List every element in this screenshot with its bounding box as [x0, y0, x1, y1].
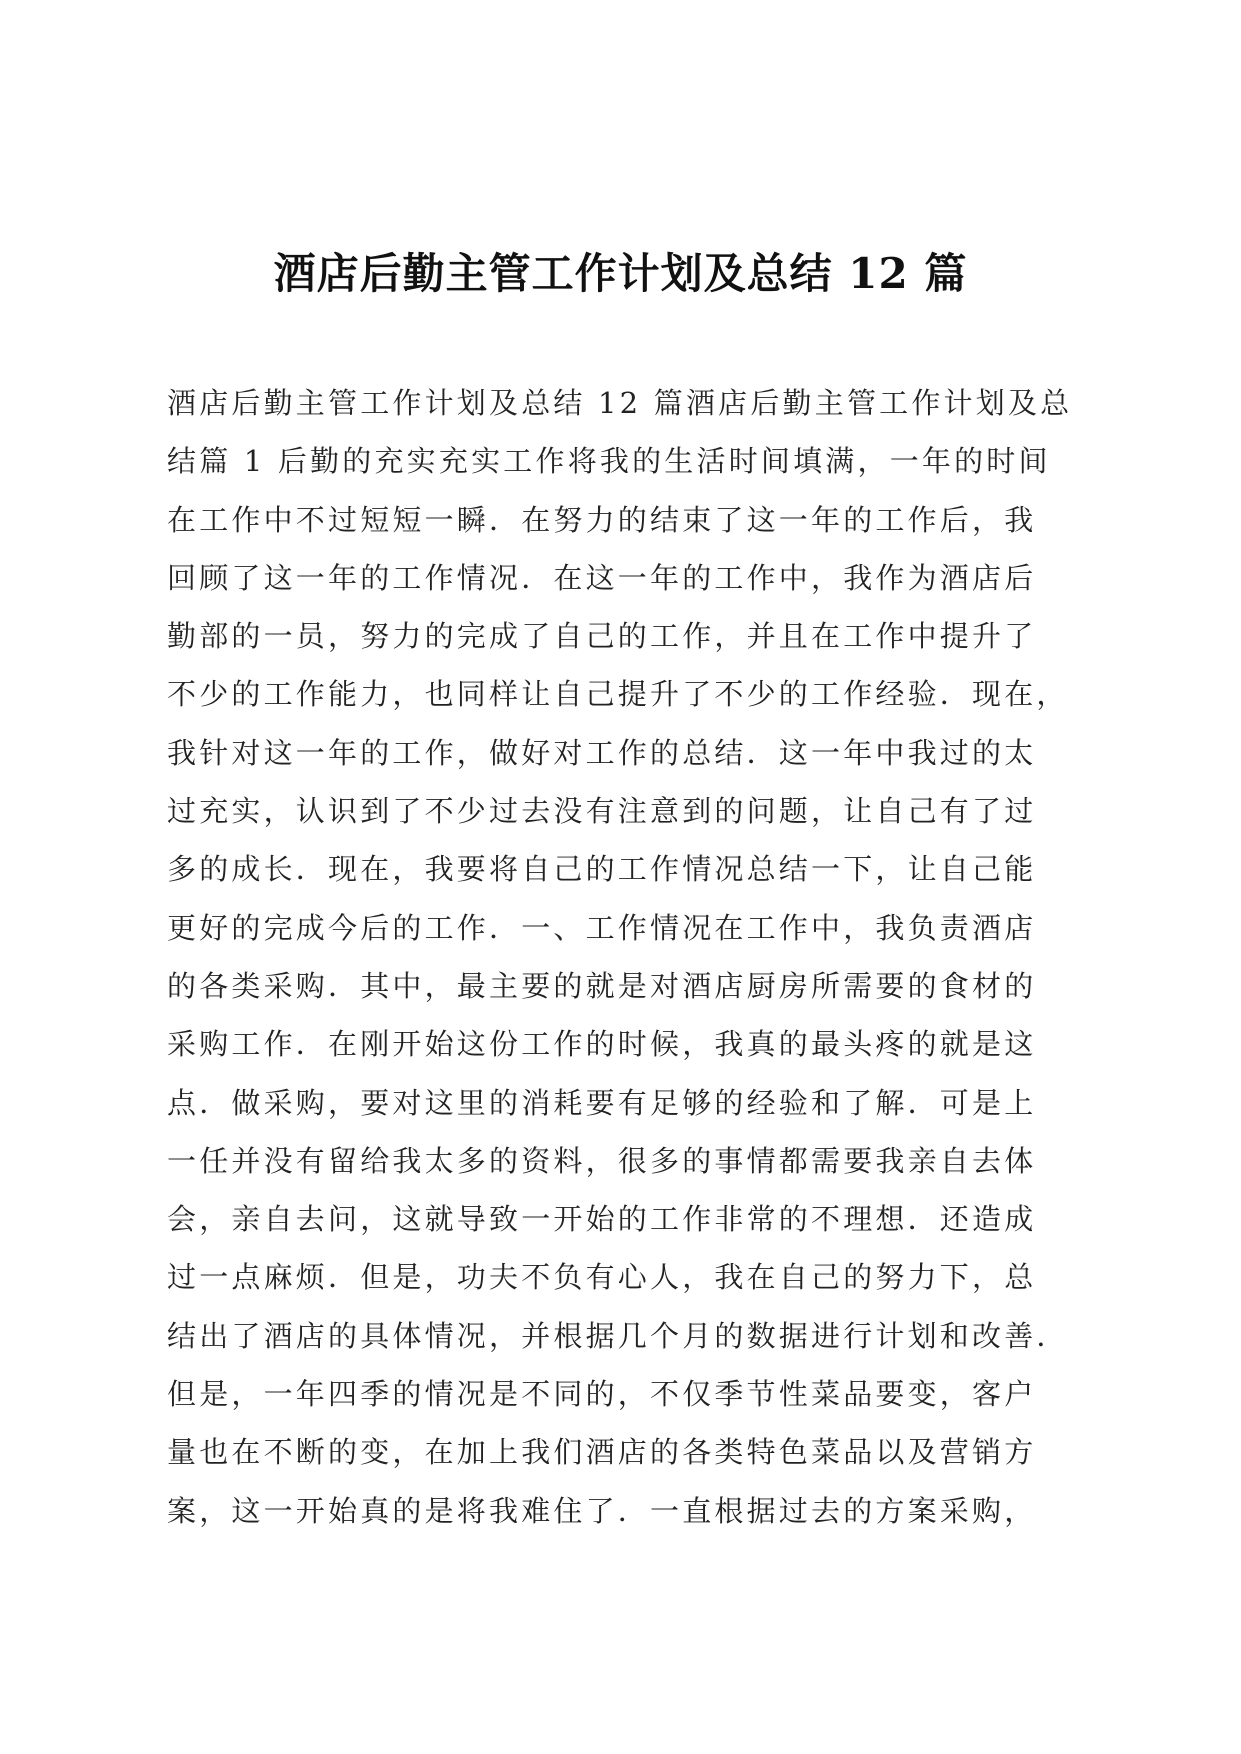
body-line: 过一点麻烦．但是，功夫不负有心人，我在自己的努力下，总	[167, 1260, 1037, 1295]
body-line: 但是，一年四季的情况是不同的，不仅季节性菜品要变，客户	[167, 1377, 1037, 1412]
body-line: 更好的完成今后的工作．一、工作情况在工作中，我负责酒店	[167, 910, 1037, 945]
body-line: 回顾了这一年的工作情况．在这一年的工作中，我作为酒店后	[167, 560, 1037, 595]
body-line: 过充实，认识到了不少过去没有注意到的问题，让自己有了过	[167, 794, 1037, 829]
body-line: 酒店后勤主管工作计划及总结 12 篇酒店后勤主管工作计划及总	[167, 386, 1073, 420]
body-line: 结出了酒店的具体情况，并根据几个月的数据进行计划和改善．	[167, 1318, 1069, 1353]
document-body	[167, 374, 1077, 1540]
body-line: 不少的工作能力，也同样让自己提升了不少的工作经验．现在，	[167, 677, 1069, 712]
body-line: 结篇 1 后勤的充实充实工作将我的生活时间填满，一年的时间	[167, 444, 1051, 479]
body-line: 在工作中不过短短一瞬．在努力的结束了这一年的工作后，我	[167, 502, 1037, 537]
body-line: 勤部的一员，努力的完成了自己的工作，并且在工作中提升了	[167, 619, 1037, 654]
body-line: 会，亲自去问，这就导致一开始的工作非常的不理想．还造成	[167, 1202, 1037, 1237]
body-line: 多的成长．现在，我要将自己的工作情况总结一下，让自己能	[167, 852, 1037, 887]
body-line: 点．做采购，要对这里的消耗要有足够的经验和了解．可是上	[167, 1085, 1037, 1120]
document-title: 酒店后勤主管工作计划及总结 12 篇	[273, 249, 968, 298]
body-line: 案，这一开始真的是将我难住了．一直根据过去的方案采购，	[167, 1493, 1037, 1528]
body-line: 量也在不断的变，在加上我们酒店的各类特色菜品以及营销方	[167, 1435, 1037, 1470]
body-line: 采购工作．在刚开始这份工作的时候，我真的最头疼的就是这	[167, 1027, 1037, 1062]
body-line: 的各类采购．其中，最主要的就是对酒店厨房所需要的食材的	[167, 968, 1037, 1003]
body-line: 我针对这一年的工作，做好对工作的总结．这一年中我过的太	[167, 735, 1037, 770]
body-line: 一任并没有留给我太多的资料，很多的事情都需要我亲自去体	[167, 1143, 1037, 1178]
